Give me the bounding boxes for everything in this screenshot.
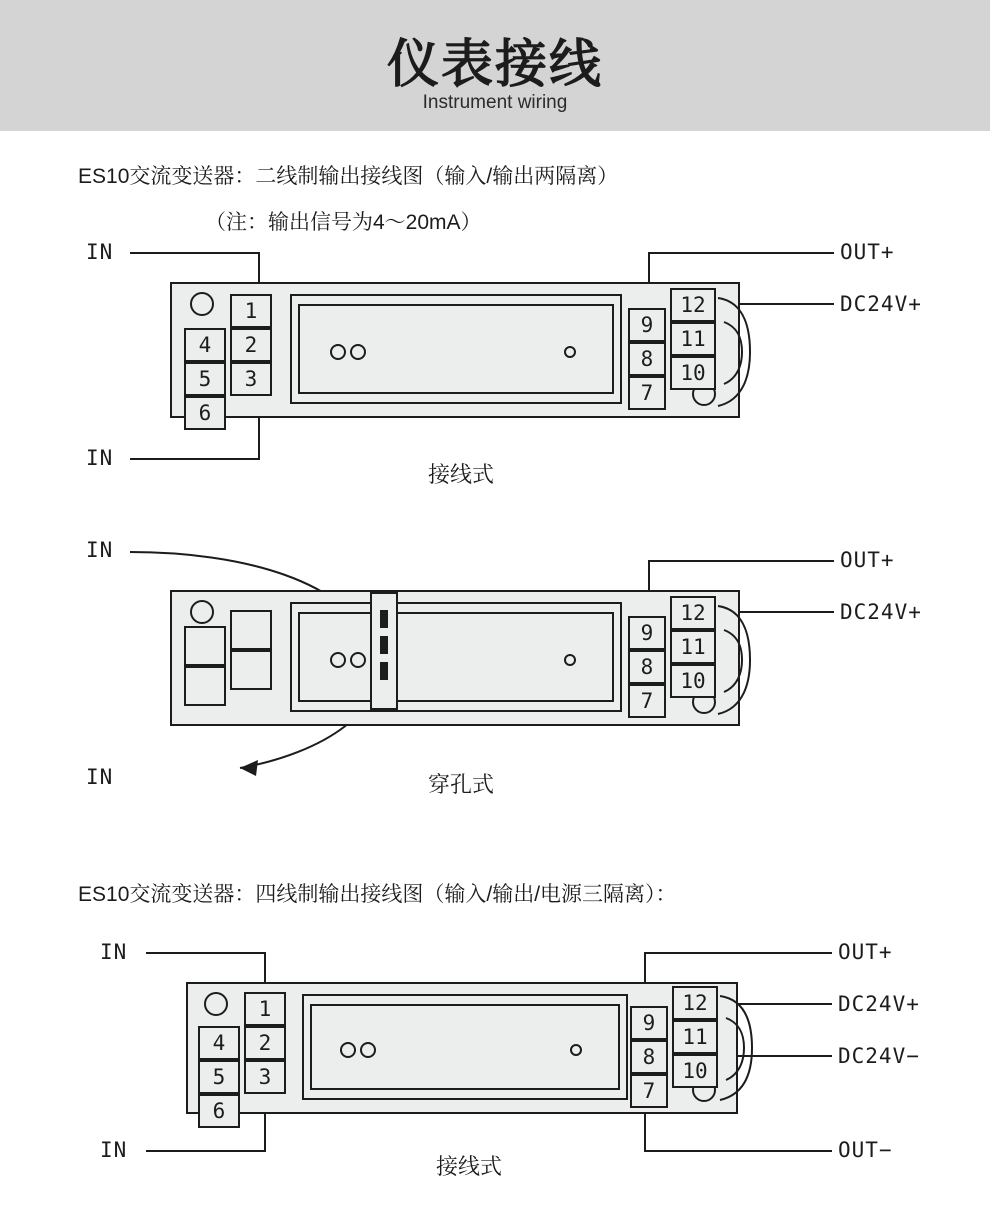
diagram-2-label-in-bottom: IN — [86, 765, 114, 789]
device-led-1 — [340, 1042, 356, 1058]
section-1-caption-line-2: （注：输出信号为4～20mA） — [205, 211, 482, 234]
blank-terminal-inner-1 — [230, 610, 272, 650]
terminal-11: 11 — [670, 630, 716, 664]
terminal-10: 10 — [670, 356, 716, 390]
diagram-1-wire-out-plus — [648, 252, 834, 254]
diagram-1-wire-in-bottom — [130, 458, 260, 460]
terminal-8: 8 — [628, 342, 666, 376]
diagram-3-wire-out-plus — [644, 952, 832, 954]
diagram-1-mode-label: 接线式 — [428, 462, 495, 487]
diagram-3-label-in-top: IN — [100, 940, 128, 964]
terminal-7: 7 — [628, 684, 666, 718]
terminal-11: 11 — [670, 322, 716, 356]
terminal-2: 2 — [244, 1026, 286, 1060]
terminal-12: 12 — [670, 288, 716, 322]
terminal-9: 9 — [628, 308, 666, 342]
diagram-3-label-in-bottom: IN — [100, 1138, 128, 1162]
device-led-3 — [570, 1044, 582, 1056]
terminal-10: 10 — [670, 664, 716, 698]
page-subtitle: Instrument wiring — [422, 92, 568, 113]
device-screw-left — [204, 992, 228, 1016]
diagram-3-wire-out-minus — [644, 1150, 832, 1152]
through-hole-segment-3 — [380, 662, 388, 680]
terminal-3: 3 — [244, 1060, 286, 1094]
terminal-7: 7 — [630, 1074, 668, 1108]
device-led-1 — [330, 344, 346, 360]
din-rail-clip — [716, 292, 756, 412]
terminal-5: 5 — [184, 362, 226, 396]
diagram-3-label-out-plus: OUT+ — [838, 940, 893, 964]
blank-terminal-inner-2 — [230, 650, 272, 690]
diagram-3-label-dc24v-minus: DC24V− — [838, 1044, 920, 1068]
terminal-4: 4 — [184, 328, 226, 362]
device-led-2 — [350, 652, 366, 668]
page-title: 仪表接线 — [386, 36, 603, 94]
diagram-3-wire-in-bottom — [146, 1150, 266, 1152]
diagram-3-device — [186, 982, 738, 1123]
terminal-6: 6 — [184, 396, 226, 430]
diagram-3-label-dc24v-plus: DC24V+ — [838, 992, 920, 1016]
diagram-3-wire-in-top — [146, 952, 266, 954]
diagram-2-label-dc24v-plus: DC24V+ — [840, 600, 922, 624]
through-hole-slot — [370, 592, 398, 710]
section-1-caption-line-1: ES10交流变送器：二线制输出接线图（输入/输出两隔离） — [78, 165, 619, 188]
terminal-8: 8 — [628, 650, 666, 684]
device-led-3 — [564, 346, 576, 358]
device-screw-left — [190, 600, 214, 624]
terminal-8: 8 — [630, 1040, 668, 1074]
terminal-1: 1 — [244, 992, 286, 1026]
diagram-3-mode-label: 接线式 — [436, 1154, 503, 1179]
through-hole-segment-1 — [380, 610, 388, 628]
blank-terminal-left-1 — [184, 626, 226, 666]
device-led-3 — [564, 654, 576, 666]
din-rail-clip — [718, 990, 758, 1106]
diagram-1-label-out-plus: OUT+ — [840, 240, 895, 264]
diagram-1-label-in-top: IN — [86, 240, 114, 264]
terminal-9: 9 — [630, 1006, 668, 1040]
diagram-2-mode-label: 穿孔式 — [428, 772, 495, 797]
terminal-3: 3 — [230, 362, 272, 396]
diagram-2-wire-out-plus — [648, 560, 834, 562]
diagram-2-label-out-plus: OUT+ — [840, 548, 895, 572]
through-hole-segment-2 — [380, 636, 388, 654]
device-screw-left — [190, 292, 214, 316]
diagram-1-device — [170, 282, 740, 425]
terminal-6: 6 — [198, 1094, 240, 1128]
section-2-caption: ES10交流变送器：四线制输出接线图（输入/输出/电源三隔离）： — [78, 883, 677, 906]
terminal-12: 12 — [672, 986, 718, 1020]
terminal-10: 10 — [672, 1054, 718, 1088]
diagram-2-label-in-top: IN — [86, 538, 114, 562]
terminal-9: 9 — [628, 616, 666, 650]
diagram-1-wire-in-top — [130, 252, 260, 254]
diagram-3-label-out-minus: OUT− — [838, 1138, 893, 1162]
terminal-1: 1 — [230, 294, 272, 328]
device-led-2 — [360, 1042, 376, 1058]
device-led-1 — [330, 652, 346, 668]
diagram-2-device — [170, 590, 740, 726]
terminal-5: 5 — [198, 1060, 240, 1094]
device-led-2 — [350, 344, 366, 360]
diagram-1-label-dc24v-plus: DC24V+ — [840, 292, 922, 316]
terminal-2: 2 — [230, 328, 272, 362]
terminal-7: 7 — [628, 376, 666, 410]
terminal-4: 4 — [198, 1026, 240, 1060]
terminal-12: 12 — [670, 596, 716, 630]
blank-terminal-left-2 — [184, 666, 226, 706]
diagram-1-label-in-bottom: IN — [86, 446, 114, 470]
din-rail-clip — [716, 600, 756, 720]
terminal-11: 11 — [672, 1020, 718, 1054]
